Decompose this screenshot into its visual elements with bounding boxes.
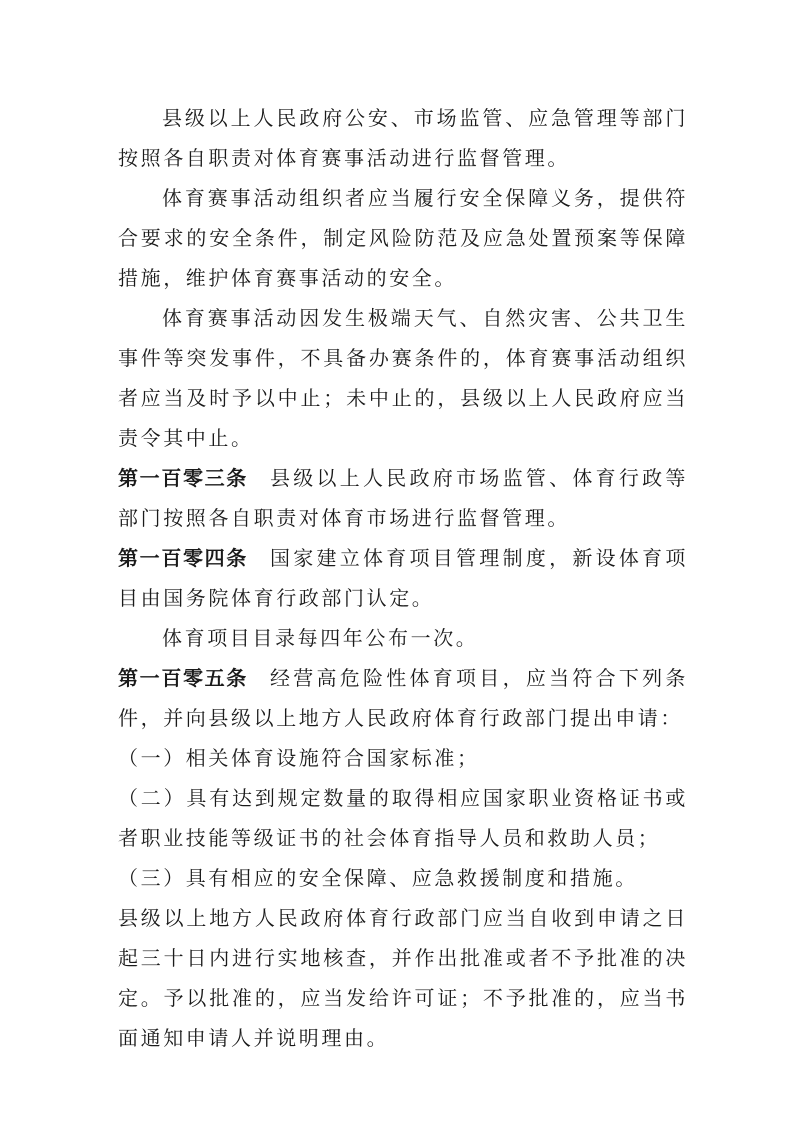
paragraph-organizer-safety xyxy=(118,178,688,298)
paragraph-text: （二）具有达到规定数量的取得相应国家职业资格证书或者职业技能等级证书的社会体育指导人员和救助人员； xyxy=(118,786,688,850)
article-number: 第一百零五条 xyxy=(118,666,248,690)
article-105 xyxy=(118,658,688,738)
paragraph-text: 体育赛事活动组织者应当履行安全保障义务，提供符合要求的安全条件，制定风险防范及应急处置预案等保障措施，维护体育赛事活动的安全。 xyxy=(118,186,688,290)
paragraph-suspension xyxy=(118,298,688,458)
article-104 xyxy=(118,538,688,618)
document-body xyxy=(118,98,688,1058)
condition-item-2 xyxy=(118,778,688,858)
paragraph-text: 县级以上地方人民政府体育行政部门应当自收到申请之日起三十日内进行实地核查，并作出批准或者不予批准的决定。予以批准的，应当发给许可证；不予批准的，应当书面通知申请人并说明理由。 xyxy=(118,906,688,1050)
paragraph-text: （一）相关体育设施符合国家标准； xyxy=(118,746,480,770)
paragraph-text: （三）具有相应的安全保障、应急救援制度和措施。 xyxy=(118,866,638,890)
condition-item-1 xyxy=(118,738,688,778)
paragraph-text: 县级以上人民政府市场监管、体育行政等部门按照各自职责对体育市场进行监督管理。 xyxy=(118,466,688,530)
condition-item-3 xyxy=(118,858,688,898)
article-number: 第一百零三条 xyxy=(118,466,248,490)
paragraph-text: 县级以上人民政府公安、市场监管、应急管理等部门按照各自职责对体育赛事活动进行监督管理。 xyxy=(118,106,688,170)
article-number: 第一百零四条 xyxy=(118,546,248,570)
article-103 xyxy=(118,458,688,538)
paragraph-text: 经营高危险性体育项目，应当符合下列条件，并向县级以上地方人民政府体育行政部门提出申请： xyxy=(118,666,688,730)
paragraph-approval xyxy=(118,898,688,1058)
paragraph-text: 体育项目目录每四年公布一次。 xyxy=(162,626,479,650)
paragraph-text: 国家建立体育项目管理制度，新设体育项目由国务院体育行政部门认定。 xyxy=(118,546,688,610)
paragraph-supervision xyxy=(118,98,688,178)
paragraph-catalog xyxy=(118,618,688,658)
paragraph-text: 体育赛事活动因发生极端天气、自然灾害、公共卫生事件等突发事件，不具备办赛条件的，体育赛事活动组织者应当及时予以中止；未中止的，县级以上人民政府应当责令其中止。 xyxy=(118,306,688,450)
